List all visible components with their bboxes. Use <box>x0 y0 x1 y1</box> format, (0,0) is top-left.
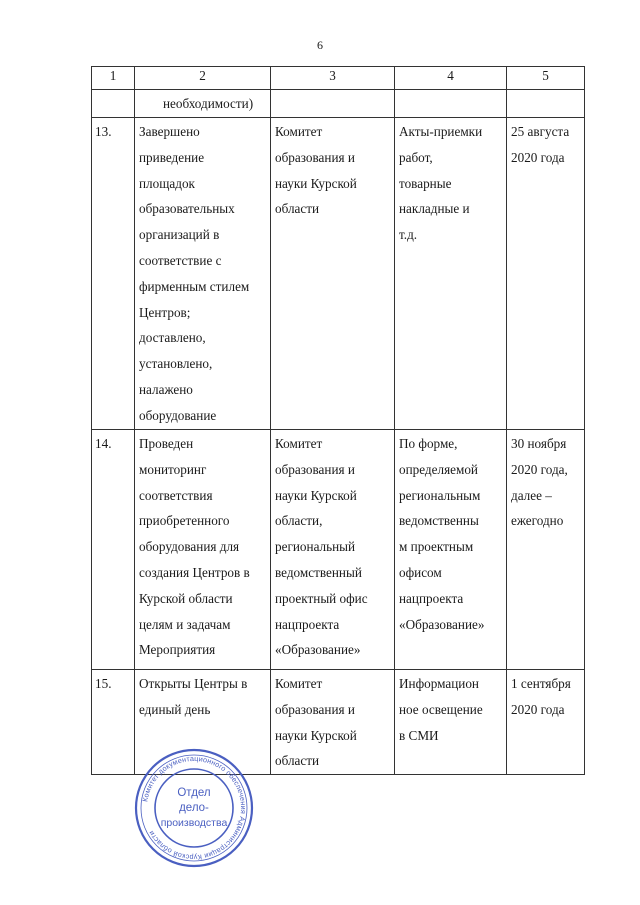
responsible-cell: Комитет образования и науки Курской области <box>271 118 395 430</box>
stamp-center-line: производства <box>160 817 228 829</box>
event-cell: Проведен мониторинг соответствия приобретенного оборудования для создания Центров в Курской области целям и задачам Мероприятия <box>135 430 271 670</box>
stamp-ring-text: Комитет документационного обеспечения Администрации Курской области <box>140 753 249 863</box>
row-number: 14. <box>92 430 135 670</box>
row-number: 13. <box>92 118 135 430</box>
continuation-text: необходимости) <box>135 90 271 118</box>
stamp-center-line: дело- <box>179 802 209 814</box>
responsible-cell: Комитет образования и науки Курской области <box>271 670 395 775</box>
events-table <box>91 66 585 775</box>
column-header: 1 <box>92 67 135 90</box>
deadline-cell: 25 августа 2020 года <box>507 118 585 430</box>
table-header-row <box>92 67 585 90</box>
continuation-row <box>92 90 585 118</box>
page-number: 6 <box>317 38 323 52</box>
document-cell: Акты-приемки работ, товарные накладные и т.д. <box>395 118 507 430</box>
document-cell: По форме, определяемой региональным ведомственны м проектным офисом нацпроекта «Образование» <box>395 430 507 670</box>
row-number: 15. <box>92 670 135 775</box>
responsible-cell: Комитет образования и науки Курской области, региональный ведомственный проектный офис нацпроекта «Образование» <box>271 430 395 670</box>
office-stamp <box>132 746 256 870</box>
event-cell: Завершено приведение площадок образовательных организаций в соответствие с фирменным стилем Центров; доставлено, установлено, налажено оборудование <box>135 118 271 430</box>
column-header: 4 <box>395 67 507 90</box>
deadline-cell: 1 сентября 2020 года <box>507 670 585 775</box>
table-row <box>92 118 585 430</box>
column-header: 5 <box>507 67 585 90</box>
document-cell: Информацион ное освещение в СМИ <box>395 670 507 775</box>
stamp-icon <box>132 746 256 870</box>
deadline-cell: 30 ноября 2020 года, далее – ежегодно <box>507 430 585 670</box>
column-header: 3 <box>271 67 395 90</box>
column-header: 2 <box>135 67 271 90</box>
event-cell: Открыты Центры в единый день <box>135 670 271 775</box>
table-row <box>92 430 585 670</box>
stamp-center-line: Отдел <box>177 787 211 799</box>
